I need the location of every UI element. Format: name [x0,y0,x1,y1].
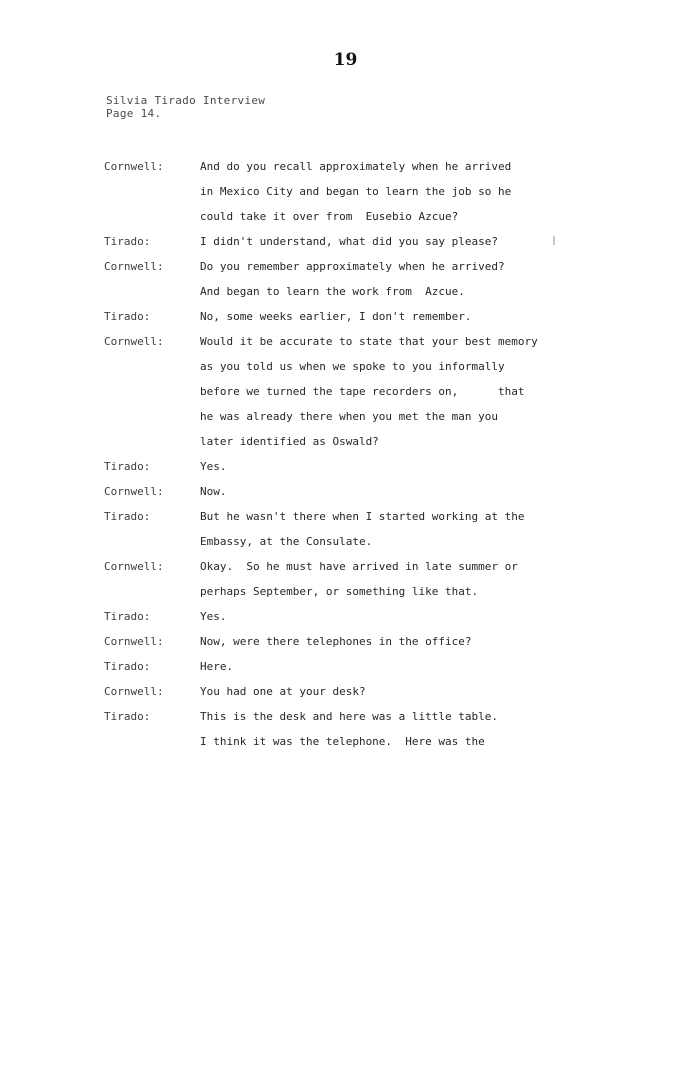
speaker-label: Tirado: [104,610,151,623]
utterance [200,604,600,629]
speaker-label: Cornwell: [104,335,164,348]
document-header [106,94,265,120]
utterance-line: could take it over from Eusebio Azcue? [200,210,459,223]
utterance [200,229,600,254]
transcript-entry [0,504,691,554]
utterance-line: Okay. So he must have arrived in late summer or [200,560,518,573]
utterance-line: No, some weeks earlier, I don't remember. [200,310,472,323]
page-number: 19 [333,50,358,70]
transcript-entry [0,329,691,454]
utterance-line: You had one at your desk? [200,685,366,698]
utterance [200,504,600,554]
utterance-line: Embassy, at the Consulate. [200,535,373,548]
utterance-line: Yes. [200,460,227,473]
utterance-line: And began to learn the work from Azcue. [200,285,465,298]
utterance [200,654,600,679]
transcript-entry [0,679,691,704]
transcript-entry [0,654,691,679]
utterance-line: he was already there when you met the man you [200,410,499,423]
utterance-line: Yes. [200,610,227,623]
transcript-entry [0,554,691,604]
utterance-line: Here. [200,660,234,673]
utterance-line: Now. [200,485,227,498]
transcript-entry [0,254,691,304]
utterance-line: perhaps September, or something like that. [200,585,479,598]
utterance-line: And do you recall approximately when he arrived [200,160,512,173]
header-page: Page 14. [106,107,162,120]
utterance [200,629,600,654]
speaker-label: Cornwell: [104,560,164,573]
transcript-entry [0,304,691,329]
speaker-label: Cornwell: [104,635,164,648]
speaker-label: Cornwell: [104,160,164,173]
utterance-line: I didn't understand, what did you say please? [200,235,499,248]
utterance [200,304,600,329]
speaker-label: Cornwell: [104,485,164,498]
utterance [200,454,600,479]
utterance-line: Do you remember approximately when he arrived? [200,260,505,273]
utterance [200,554,600,604]
utterance [200,479,600,504]
speaker-label: Cornwell: [104,685,164,698]
utterance-line: in Mexico City and began to learn the job so he [200,185,512,198]
transcript-entry [0,229,691,254]
header-title: Silvia Tirado Interview [106,94,266,107]
transcript-entry [0,704,691,754]
utterance [200,154,600,229]
transcript-entry [0,454,691,479]
speaker-label: Cornwell: [104,260,164,273]
utterance-line: later identified as Oswald? [200,435,379,448]
utterance [200,329,600,454]
scan-mark [553,236,555,245]
utterance [200,704,600,754]
utterance-line: But he wasn't there when I started working at the [200,510,525,523]
transcript-entry [0,629,691,654]
utterance [200,679,600,704]
utterance-line: This is the desk and here was a little table. [200,710,499,723]
transcript-entry [0,479,691,504]
speaker-label: Tirado: [104,710,151,723]
utterance-line: I think it was the telephone. Here was the [200,735,485,748]
transcript [0,154,691,754]
utterance [200,254,600,304]
speaker-label: Tirado: [104,460,151,473]
speaker-label: Tirado: [104,510,151,523]
transcript-entry [0,154,691,229]
speaker-label: Tirado: [104,310,151,323]
speaker-label: Tirado: [104,660,151,673]
utterance-line: Now, were there telephones in the office? [200,635,472,648]
speaker-label: Tirado: [104,235,151,248]
utterance-line: Would it be accurate to state that your best memory [200,335,538,348]
transcript-entry [0,604,691,629]
utterance-line: before we turned the tape recorders on, that [200,385,525,398]
utterance-line: as you told us when we spoke to you informally [200,360,505,373]
